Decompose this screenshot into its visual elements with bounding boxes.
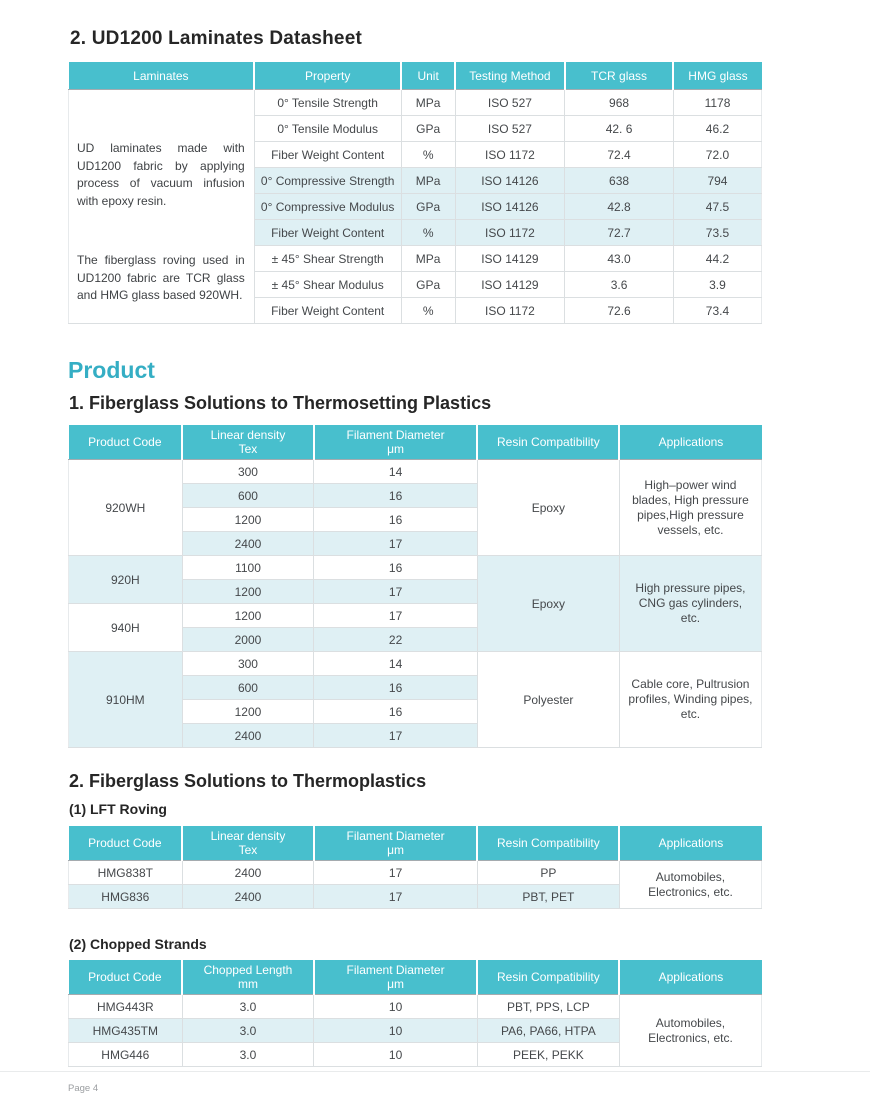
- property-cell: Fiber Weight Content: [254, 298, 401, 324]
- resin-cell: Epoxy: [477, 460, 619, 556]
- header-line: μm: [387, 442, 405, 456]
- product-code-cell: HMG446: [69, 1043, 183, 1067]
- hmg-glass-cell: 794: [673, 168, 761, 194]
- tcr-glass-cell: 42.8: [565, 194, 674, 220]
- table-row: [69, 995, 762, 1019]
- resin-cell: PA6, PA66, HTPA: [477, 1019, 619, 1043]
- col-header-filament-diameter: [314, 960, 478, 995]
- description-paragraph: UD laminates made with UD1200 fabric by applying process of vacuum infusion with epoxy resin.: [77, 141, 245, 208]
- product-section-heading: Product: [68, 357, 155, 383]
- diameter-cell: 17: [314, 604, 478, 628]
- tcr-glass-cell: 72.4: [565, 142, 674, 168]
- property-cell: 0° Compressive Modulus: [254, 194, 401, 220]
- table-row: [69, 861, 762, 885]
- tex-cell: 1200: [182, 580, 314, 604]
- tex-cell: 600: [182, 484, 314, 508]
- description-paragraph: The fiberglass roving used in UD1200 fabric are TCR glass and HMG glass based 920WH.: [77, 253, 245, 302]
- product-code-cell: HMG443R: [69, 995, 183, 1019]
- header-line: mm: [237, 977, 258, 991]
- header-line: Tex: [238, 442, 258, 456]
- thermosetting-table: [68, 425, 762, 748]
- diameter-cell: 14: [314, 652, 478, 676]
- applications-cell: Automobiles, Electronics, etc.: [619, 861, 761, 909]
- testing-method-cell: ISO 527: [455, 116, 564, 142]
- diameter-cell: 10: [314, 1043, 478, 1067]
- property-cell: ± 45° Shear Strength: [254, 246, 401, 272]
- diameter-cell: 16: [314, 556, 478, 580]
- header-line: Filament Diameter: [346, 963, 445, 977]
- resin-cell: PEEK, PEKK: [477, 1043, 619, 1067]
- col-header-testing-method: Testing Method: [455, 62, 564, 90]
- tcr-glass-cell: 638: [565, 168, 674, 194]
- tex-cell: 2400: [182, 724, 314, 748]
- testing-method-cell: ISO 1172: [455, 142, 564, 168]
- col-header-product-code: Product Code: [69, 960, 183, 995]
- laminates-table: [68, 62, 762, 324]
- col-header-linear-density: [182, 425, 314, 460]
- table-row: [69, 460, 762, 484]
- testing-method-cell: ISO 14129: [455, 272, 564, 298]
- unit-cell: MPa: [401, 168, 455, 194]
- tcr-glass-cell: 42. 6: [565, 116, 674, 142]
- header-line: Linear density: [210, 428, 286, 442]
- tex-cell: 1200: [182, 700, 314, 724]
- tex-cell: 2400: [182, 885, 314, 909]
- lft-roving-heading: (1) LFT Roving: [69, 801, 167, 817]
- page-number: Page 4: [68, 1083, 99, 1094]
- col-header-filament-diameter: [314, 425, 478, 460]
- length-cell: 3.0: [182, 995, 314, 1019]
- col-header-hmg-glass: HMG glass: [673, 62, 761, 90]
- unit-cell: %: [401, 298, 455, 324]
- chopped-header-row: [69, 960, 762, 995]
- diameter-cell: 17: [314, 532, 478, 556]
- tex-cell: 2000: [182, 628, 314, 652]
- hmg-glass-cell: 44.2: [673, 246, 761, 272]
- thermosetting-header-row: [69, 425, 762, 460]
- product-code-cell: HMG836: [69, 885, 183, 909]
- header-line: Filament Diameter: [346, 829, 445, 843]
- tex-cell: 600: [182, 676, 314, 700]
- property-cell: Fiber Weight Content: [254, 220, 401, 246]
- col-header-property: Property: [254, 62, 401, 90]
- header-line: Linear density: [210, 829, 286, 843]
- length-cell: 3.0: [182, 1043, 314, 1067]
- header-line: Tex: [238, 843, 258, 857]
- col-header-applications: Applications: [619, 826, 761, 861]
- col-header-resin-compatibility: Resin Compatibility: [477, 960, 619, 995]
- applications-cell: High–power wind blades, High pressure pipes,High pressure vessels, etc.: [619, 460, 761, 556]
- header-line: μm: [387, 977, 405, 991]
- property-cell: Fiber Weight Content: [254, 142, 401, 168]
- testing-method-cell: ISO 1172: [455, 220, 564, 246]
- diameter-cell: 10: [314, 1019, 478, 1043]
- tex-cell: 300: [182, 460, 314, 484]
- diameter-cell: 17: [314, 885, 478, 909]
- hmg-glass-cell: 47.5: [673, 194, 761, 220]
- hmg-glass-cell: 46.2: [673, 116, 761, 142]
- thermoplastics-heading: 2. Fiberglass Solutions to Thermoplastics: [69, 771, 427, 791]
- diameter-cell: 17: [314, 861, 478, 885]
- hmg-glass-cell: 73.4: [673, 298, 761, 324]
- applications-cell: Automobiles, Electronics, etc.: [619, 995, 761, 1067]
- col-header-product-code: Product Code: [69, 826, 183, 861]
- product-code-cell: 920H: [69, 556, 183, 604]
- laminates-datasheet-heading: 2. UD1200 Laminates Datasheet: [70, 28, 362, 49]
- tex-cell: 2400: [182, 532, 314, 556]
- tcr-glass-cell: 968: [565, 90, 674, 116]
- product-code-cell: HMG838T: [69, 861, 183, 885]
- tcr-glass-cell: 3.6: [565, 272, 674, 298]
- unit-cell: GPa: [401, 194, 455, 220]
- chopped-strands-table: [68, 960, 762, 1067]
- tcr-glass-cell: 72.7: [565, 220, 674, 246]
- unit-cell: MPa: [401, 90, 455, 116]
- thermosetting-heading: 1. Fiberglass Solutions to Thermosetting Plastics: [69, 393, 492, 413]
- resin-cell: PBT, PPS, LCP: [477, 995, 619, 1019]
- diameter-cell: 16: [314, 700, 478, 724]
- table-row: [69, 556, 762, 580]
- length-cell: 3.0: [182, 1019, 314, 1043]
- hmg-glass-cell: 3.9: [673, 272, 761, 298]
- tcr-glass-cell: 43.0: [565, 246, 674, 272]
- diameter-cell: 16: [314, 676, 478, 700]
- resin-cell: PBT, PET: [477, 885, 619, 909]
- hmg-glass-cell: 72.0: [673, 142, 761, 168]
- table-row: [69, 90, 762, 116]
- tex-cell: 300: [182, 652, 314, 676]
- col-header-laminates: Laminates: [69, 62, 255, 90]
- col-header-tcr-glass: TCR glass: [565, 62, 674, 90]
- diameter-cell: 22: [314, 628, 478, 652]
- header-line: Filament Diameter: [346, 428, 445, 442]
- col-header-resin-compatibility: Resin Compatibility: [477, 826, 619, 861]
- chopped-strands-heading: (2) Chopped Strands: [69, 936, 207, 952]
- property-cell: 0° Tensile Strength: [254, 90, 401, 116]
- col-header-filament-diameter: [314, 826, 478, 861]
- testing-method-cell: ISO 14129: [455, 246, 564, 272]
- resin-cell: PP: [477, 861, 619, 885]
- hmg-glass-cell: 73.5: [673, 220, 761, 246]
- col-header-chopped-length: [182, 960, 314, 995]
- testing-method-cell: ISO 1172: [455, 298, 564, 324]
- footer-divider: [0, 1071, 870, 1072]
- diameter-cell: 16: [314, 508, 478, 532]
- unit-cell: MPa: [401, 246, 455, 272]
- lft-header-row: [69, 826, 762, 861]
- header-line: μm: [387, 843, 405, 857]
- laminates-header-row: [69, 62, 762, 90]
- product-code-cell: HMG435TM: [69, 1019, 183, 1043]
- product-code-cell: 920WH: [69, 460, 183, 556]
- col-header-product-code: Product Code: [69, 425, 183, 460]
- col-header-applications: Applications: [619, 425, 761, 460]
- resin-cell: Polyester: [477, 652, 619, 748]
- laminates-description-cell: [69, 90, 255, 324]
- tex-cell: 1200: [182, 604, 314, 628]
- page-content: [68, 28, 762, 1067]
- product-code-cell: 910HM: [69, 652, 183, 748]
- diameter-cell: 17: [314, 580, 478, 604]
- table-row: [69, 652, 762, 676]
- property-cell: 0° Tensile Modulus: [254, 116, 401, 142]
- unit-cell: %: [401, 142, 455, 168]
- applications-cell: High pressure pipes, CNG gas cylinders, etc.: [619, 556, 761, 652]
- header-line: Chopped Length: [203, 963, 293, 977]
- hmg-glass-cell: 1178: [673, 90, 761, 116]
- diameter-cell: 10: [314, 995, 478, 1019]
- unit-cell: %: [401, 220, 455, 246]
- property-cell: 0° Compressive Strength: [254, 168, 401, 194]
- product-code-cell: 940H: [69, 604, 183, 652]
- testing-method-cell: ISO 527: [455, 90, 564, 116]
- unit-cell: GPa: [401, 116, 455, 142]
- diameter-cell: 14: [314, 460, 478, 484]
- col-header-linear-density: [182, 826, 314, 861]
- testing-method-cell: ISO 14126: [455, 168, 564, 194]
- tex-cell: 1100: [182, 556, 314, 580]
- col-header-applications: Applications: [619, 960, 761, 995]
- lft-roving-table: [68, 826, 762, 909]
- property-cell: ± 45° Shear Modulus: [254, 272, 401, 298]
- tcr-glass-cell: 72.6: [565, 298, 674, 324]
- applications-cell: Cable core, Pultrusion profiles, Winding pipes, etc.: [619, 652, 761, 748]
- diameter-cell: 16: [314, 484, 478, 508]
- unit-cell: GPa: [401, 272, 455, 298]
- col-header-resin-compatibility: Resin Compatibility: [477, 425, 619, 460]
- diameter-cell: 17: [314, 724, 478, 748]
- tex-cell: 2400: [182, 861, 314, 885]
- col-header-unit: Unit: [401, 62, 455, 90]
- tex-cell: 1200: [182, 508, 314, 532]
- testing-method-cell: ISO 14126: [455, 194, 564, 220]
- resin-cell: Epoxy: [477, 556, 619, 652]
